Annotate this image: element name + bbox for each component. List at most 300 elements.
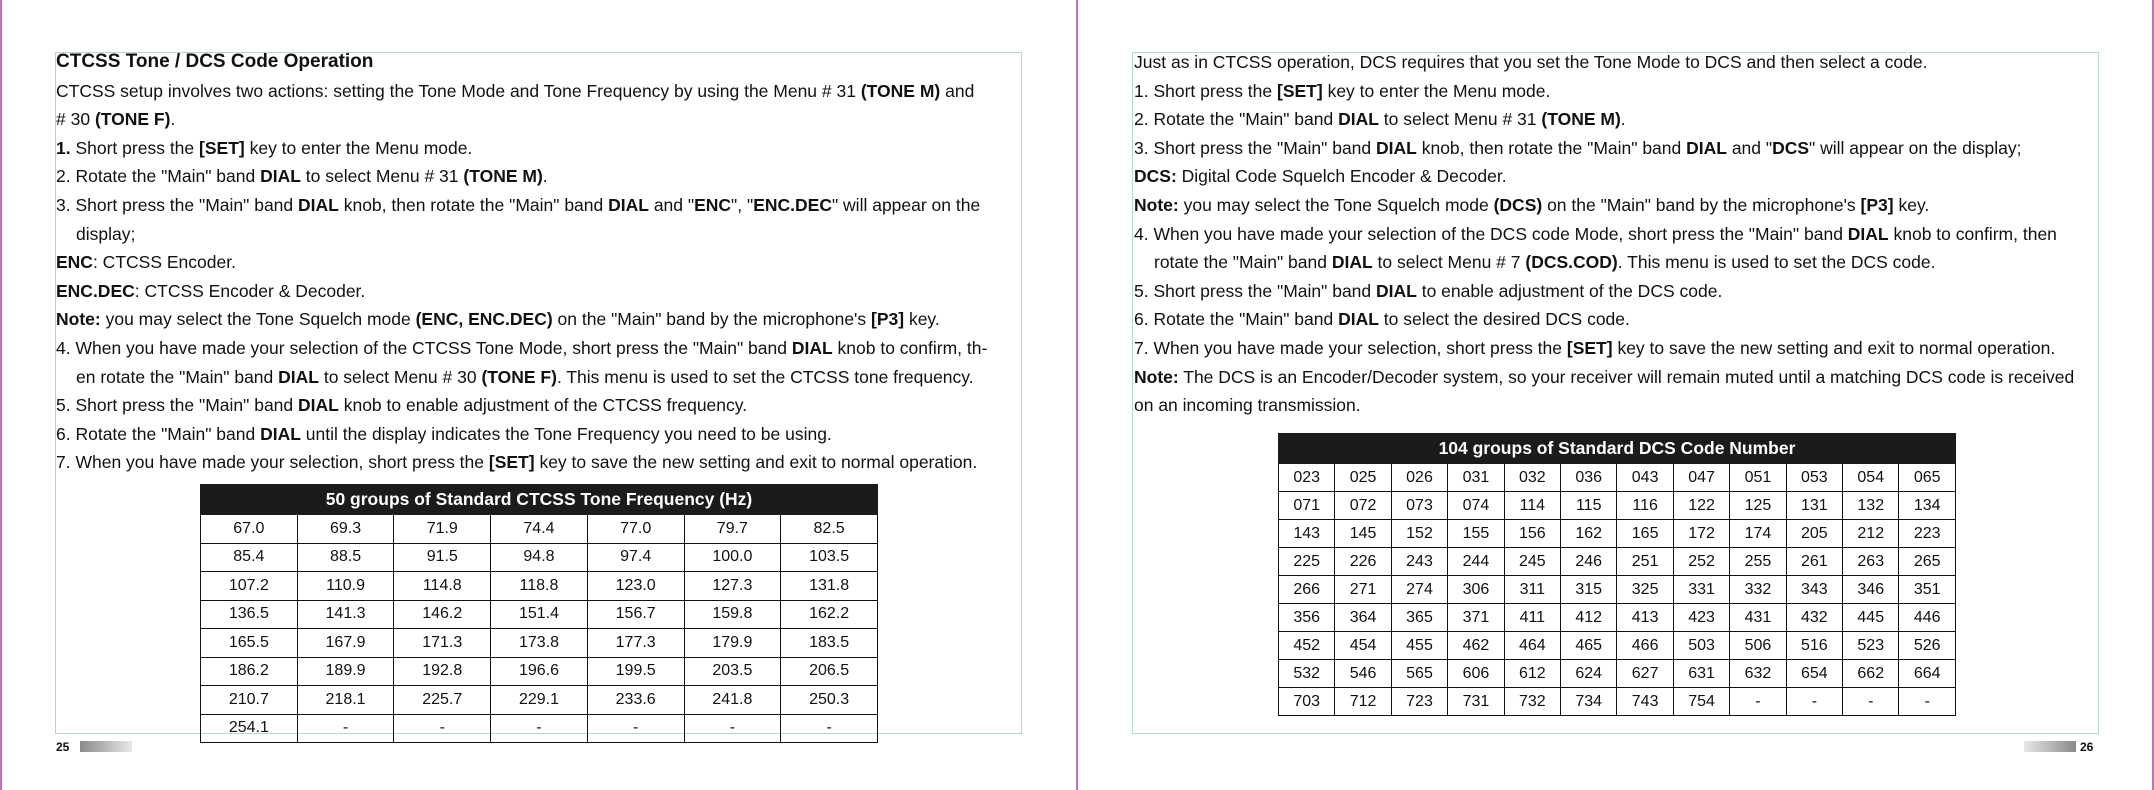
table-cell: 516	[1786, 632, 1842, 660]
table-cell: 156.7	[587, 600, 684, 629]
menu-ref: (DCS.COD)	[1525, 252, 1618, 273]
table-row	[201, 629, 878, 658]
step-text: key to enter the Menu mode.	[244, 137, 473, 158]
dial-ref: DIAL	[1376, 280, 1417, 301]
table-cell: 145	[1335, 520, 1391, 548]
key-ref: [SET]	[1566, 337, 1613, 358]
table-cell: 365	[1391, 604, 1447, 632]
table-cell: 506	[1730, 632, 1786, 660]
step-text: 3. Short press the "Main" band	[1134, 137, 1377, 158]
table-cell: 412	[1561, 604, 1617, 632]
table-row	[201, 686, 878, 715]
table-row	[201, 543, 878, 572]
step-5	[56, 391, 1022, 420]
table-cell: 662	[1843, 660, 1899, 688]
table-cell: 79.7	[684, 515, 781, 544]
table-row	[201, 515, 878, 544]
table-cell: 503	[1673, 632, 1729, 660]
step-text: .	[542, 166, 548, 187]
table-cell: 565	[1391, 660, 1447, 688]
ctcss-frequency-table	[200, 484, 878, 743]
table-cell: 241.8	[684, 686, 781, 715]
step-text: knob, then rotate the "Main" band	[338, 194, 609, 215]
table-row	[201, 572, 878, 601]
table-cell: 445	[1843, 604, 1899, 632]
step-3-continued	[56, 220, 1022, 249]
encdec-definition	[56, 277, 1022, 306]
table-cell: 107.2	[201, 572, 298, 601]
note	[56, 305, 1022, 334]
table-cell: 132	[1843, 492, 1899, 520]
table-cell: 271	[1335, 576, 1391, 604]
step-text: 2. Rotate the "Main" band	[56, 166, 261, 187]
table-cell: 172	[1673, 520, 1729, 548]
table-cell: 265	[1899, 548, 1956, 576]
table-cell: 266	[1279, 576, 1335, 604]
dial-ref: DIAL	[298, 194, 339, 215]
table-row	[201, 600, 878, 629]
table-cell: 245	[1504, 548, 1560, 576]
table-cell: 192.8	[394, 657, 491, 686]
table-cell: 229.1	[491, 686, 588, 715]
enc-definition	[56, 248, 1022, 277]
definition-label: ENC.DEC	[56, 280, 135, 301]
step-text: 4. When you have made your selection of the CTCSS Tone Mode, short press the "Main" band	[56, 337, 792, 358]
key-ref: [SET]	[488, 452, 535, 473]
table-cell: 723	[1391, 688, 1447, 716]
table-cell: 734	[1561, 688, 1617, 716]
table-row	[1279, 464, 1956, 492]
step-text: key to save the new setting and exit to normal operation.	[1612, 337, 2056, 358]
table-cell: 465	[1561, 632, 1617, 660]
table-cell: 115	[1561, 492, 1617, 520]
step-text: until the display indicates the Tone Frequency you need to be using.	[300, 423, 832, 444]
note-text: key.	[904, 309, 940, 330]
table-cell: 023	[1279, 464, 1335, 492]
table-cell: 274	[1391, 576, 1447, 604]
table-cell: 152	[1391, 520, 1447, 548]
table-cell: 431	[1730, 604, 1786, 632]
intro-line-2	[56, 105, 1022, 134]
intro-text: .	[170, 109, 176, 130]
table-cell: -	[1730, 688, 1786, 716]
page-footer-bar-left	[80, 741, 132, 752]
mode-ref: DCS	[1772, 137, 1810, 158]
step-text: 5. Short press the "Main" band	[56, 395, 299, 416]
table-cell: 462	[1448, 632, 1504, 660]
mode-ref: ENC.DEC	[753, 194, 832, 215]
step-1	[56, 134, 1022, 163]
table-cell: 356	[1279, 604, 1335, 632]
dial-ref: DIAL	[260, 423, 301, 444]
dial-ref: DIAL	[791, 337, 833, 358]
step-3	[56, 191, 1022, 220]
table-cell: 186.2	[201, 657, 298, 686]
table-cell: 116	[1617, 492, 1673, 520]
step-text: 3. Short press the "Main" band	[56, 194, 299, 215]
table-cell: 624	[1561, 660, 1617, 688]
table-cell: 432	[1786, 604, 1842, 632]
table-cell: 233.6	[587, 686, 684, 715]
table-cell: 526	[1899, 632, 1956, 660]
table-cell: 225.7	[394, 686, 491, 715]
table-cell: 743	[1617, 688, 1673, 716]
table-cell: 065	[1899, 464, 1956, 492]
step-text: en rotate the "Main" band	[76, 366, 279, 387]
table-cell: 88.5	[297, 543, 394, 572]
page-number-right: 26	[2080, 740, 2094, 754]
table-cell: 127.3	[684, 572, 781, 601]
note-2	[1134, 363, 2104, 392]
table-cell: 165.5	[201, 629, 298, 658]
note-text: on the "Main" band by the microphone's	[552, 309, 872, 330]
table-cell: 146.2	[394, 600, 491, 629]
table-cell: 131.8	[781, 572, 878, 601]
note	[1134, 191, 2104, 220]
table-cell: 71.9	[394, 515, 491, 544]
key-ref: [P3]	[1860, 194, 1894, 215]
table-cell: 464	[1504, 632, 1560, 660]
table-cell: 143	[1279, 520, 1335, 548]
dial-ref: DIAL	[1331, 252, 1373, 273]
table-row	[1279, 492, 1956, 520]
table-cell: 351	[1899, 576, 1956, 604]
table-cell: 306	[1448, 576, 1504, 604]
table-row	[201, 657, 878, 686]
dial-ref: DIAL	[260, 166, 301, 187]
table-cell: 103.5	[781, 543, 878, 572]
table-cell: 043	[1617, 464, 1673, 492]
table-cell: 114.8	[394, 572, 491, 601]
table-cell: -	[394, 714, 491, 743]
table-row	[1279, 520, 1956, 548]
table-row	[1279, 660, 1956, 688]
table-row	[1279, 576, 1956, 604]
table-cell: 67.0	[201, 515, 298, 544]
note-text: on the "Main" band by the microphone's	[1542, 194, 1861, 215]
table-cell: 250.3	[781, 686, 878, 715]
step-4	[56, 334, 1022, 363]
dial-ref: DIAL	[298, 395, 339, 416]
book-spine	[1076, 0, 1078, 790]
dcs-table-title: 104 groups of Standard DCS Code Number	[1279, 434, 1956, 464]
table-cell: 254.1	[201, 714, 298, 743]
table-cell: 210.7	[201, 686, 298, 715]
step-text: knob to confirm, then	[1888, 223, 2057, 244]
step-text: " will appear on the display;	[1809, 137, 2022, 158]
table-cell: 77.0	[587, 515, 684, 544]
page-edge-left	[0, 0, 2, 790]
key-ref: [SET]	[1277, 80, 1323, 101]
table-cell: 226	[1335, 548, 1391, 576]
table-cell: 225	[1279, 548, 1335, 576]
table-cell: 255	[1730, 548, 1786, 576]
table-cell: 162.2	[781, 600, 878, 629]
dcs-intro	[1134, 48, 2104, 77]
dial-ref: DIAL	[1338, 309, 1379, 330]
table-cell: 243	[1391, 548, 1447, 576]
table-cell: 031	[1448, 464, 1504, 492]
table-cell: 251	[1617, 548, 1673, 576]
step-text: " will appear on the	[831, 194, 981, 215]
table-cell: 162	[1561, 520, 1617, 548]
table-cell: 183.5	[781, 629, 878, 658]
step-text: and "	[648, 194, 695, 215]
intro-text: Just as in CTCSS operation, DCS requires that you set the Tone Mode to DCS and then select a code.	[1134, 52, 1928, 72]
table-cell: 203.5	[684, 657, 781, 686]
table-cell: 466	[1617, 632, 1673, 660]
table-cell: 343	[1786, 576, 1842, 604]
table-cell: 69.3	[297, 515, 394, 544]
note-2-continued	[1134, 391, 2104, 420]
table-cell: 612	[1504, 660, 1560, 688]
table-cell: 223	[1899, 520, 1956, 548]
step-number: 1.	[56, 137, 71, 158]
table-cell: -	[297, 714, 394, 743]
table-cell: 332	[1730, 576, 1786, 604]
dial-ref: DIAL	[1686, 137, 1727, 158]
step-text: key to enter the Menu mode.	[1322, 80, 1551, 101]
menu-ref: (TONE M)	[860, 80, 941, 101]
dial-ref: DIAL	[1847, 223, 1889, 244]
step-text: key to save the new setting and exit to normal operation.	[534, 452, 978, 473]
table-row	[1279, 688, 1956, 716]
table-cell: 263	[1843, 548, 1899, 576]
step-text: . This menu is used to set the CTCSS tone frequency.	[556, 366, 974, 387]
dial-ref: DIAL	[1376, 137, 1417, 158]
note-label: Note:	[1134, 194, 1179, 215]
step-text: 7. When you have made your selection, short press the	[56, 452, 489, 473]
step-6	[56, 420, 1022, 449]
table-cell: 712	[1335, 688, 1391, 716]
step-text: to select Menu # 7	[1372, 252, 1526, 273]
section-heading: CTCSS Tone / DCS Code Operation	[56, 51, 374, 72]
step-4	[1134, 220, 2104, 249]
step-text: and "	[1726, 137, 1773, 158]
table-cell: -	[1843, 688, 1899, 716]
step-text: 6. Rotate the "Main" band	[1134, 309, 1339, 330]
note-label: Note:	[56, 309, 101, 330]
table-cell: 532	[1279, 660, 1335, 688]
table-cell: 156	[1504, 520, 1560, 548]
table-cell: 051	[1730, 464, 1786, 492]
step-7	[1134, 334, 2104, 363]
menu-ref: (TONE M)	[1541, 109, 1621, 130]
table-cell: 315	[1561, 576, 1617, 604]
step-5	[1134, 277, 2104, 306]
table-cell: 100.0	[684, 543, 781, 572]
table-cell: 97.4	[587, 543, 684, 572]
table-cell: 053	[1786, 464, 1842, 492]
table-row	[1279, 604, 1956, 632]
table-cell: 110.9	[297, 572, 394, 601]
intro-text: and	[940, 80, 975, 101]
table-cell: 94.8	[491, 543, 588, 572]
step-text: 4. When you have made your selection of the DCS code Mode, short press the "Main" band	[1134, 223, 1848, 244]
table-cell: 151.4	[491, 600, 588, 629]
step-text: 2. Rotate the "Main" band	[1134, 109, 1339, 130]
table-cell: 179.9	[684, 629, 781, 658]
table-cell: 82.5	[781, 515, 878, 544]
step-text: ", "	[731, 194, 754, 215]
intro-text: CTCSS setup involves two actions: setting the Tone Mode and Tone Frequency by using the Menu # 31	[56, 80, 861, 101]
table-cell: 703	[1279, 688, 1335, 716]
step-1	[1134, 77, 2104, 106]
table-cell: 627	[1617, 660, 1673, 688]
table-cell: 411	[1504, 604, 1560, 632]
step-4-continued	[1134, 248, 2104, 277]
step-6	[1134, 305, 2104, 334]
table-cell: 546	[1335, 660, 1391, 688]
mode-ref: (ENC, ENC.DEC)	[415, 309, 553, 330]
table-cell: 261	[1786, 548, 1842, 576]
table-cell: 331	[1673, 576, 1729, 604]
table-cell: 205	[1786, 520, 1842, 548]
table-cell: 199.5	[587, 657, 684, 686]
table-cell: -	[491, 714, 588, 743]
step-text: to select the desired DCS code.	[1378, 309, 1630, 330]
table-cell: -	[1786, 688, 1842, 716]
step-text: knob to enable adjustment of the CTCSS frequency.	[338, 395, 748, 416]
step-text: .	[1620, 109, 1626, 130]
note-text: you may select the Tone Squelch mode	[1178, 194, 1494, 215]
table-cell: 252	[1673, 548, 1729, 576]
definition-text: Digital Code Squelch Encoder & Decoder.	[1176, 166, 1507, 187]
table-cell: 311	[1504, 576, 1560, 604]
menu-ref: (TONE F)	[94, 109, 171, 130]
table-cell: 452	[1279, 632, 1335, 660]
dial-ref: DIAL	[278, 366, 319, 387]
table-cell: -	[684, 714, 781, 743]
table-cell: 731	[1448, 688, 1504, 716]
table-cell: 189.9	[297, 657, 394, 686]
table-cell: 206.5	[781, 657, 878, 686]
page-footer-bar-right	[2024, 741, 2076, 752]
step-2	[56, 162, 1022, 191]
step-text: rotate the "Main" band	[1154, 252, 1332, 273]
note-text: you may select the Tone Squelch mode	[100, 309, 416, 330]
step-text: display;	[76, 223, 136, 244]
table-cell: 523	[1843, 632, 1899, 660]
table-cell: 174	[1730, 520, 1786, 548]
intro-text: # 30	[56, 109, 95, 130]
table-cell: 122	[1673, 492, 1729, 520]
table-cell: 754	[1673, 688, 1729, 716]
table-cell: 114	[1504, 492, 1560, 520]
table-cell: 123.0	[587, 572, 684, 601]
definition-label: DCS:	[1134, 166, 1177, 187]
table-row	[1279, 548, 1956, 576]
menu-ref: (TONE F)	[481, 366, 557, 387]
table-cell: -	[1899, 688, 1956, 716]
left-page-text	[56, 48, 1022, 477]
table-cell: 074	[1448, 492, 1504, 520]
table-cell: -	[781, 714, 878, 743]
table-cell: 218.1	[297, 686, 394, 715]
table-cell: 032	[1504, 464, 1560, 492]
table-cell: 125	[1730, 492, 1786, 520]
note-label: Note:	[1134, 366, 1179, 387]
right-page-text	[1134, 48, 2104, 420]
table-cell: 118.8	[491, 572, 588, 601]
table-cell: 346	[1843, 576, 1899, 604]
step-text: 1. Short press the	[1134, 80, 1277, 101]
intro-line-1	[56, 77, 1022, 106]
step-text: knob to confirm, th-	[832, 337, 988, 358]
mode-ref: (DCS)	[1493, 194, 1543, 215]
dial-ref: DIAL	[1338, 109, 1379, 130]
table-cell: 177.3	[587, 629, 684, 658]
table-cell: 136.5	[201, 600, 298, 629]
table-cell: 413	[1617, 604, 1673, 632]
table-cell: 423	[1673, 604, 1729, 632]
table-cell: 054	[1843, 464, 1899, 492]
step-text: to select Menu # 30	[318, 366, 482, 387]
table-cell: 072	[1335, 492, 1391, 520]
dial-ref: DIAL	[608, 194, 649, 215]
note-text: on an incoming transmission.	[1134, 395, 1361, 416]
dcs-code-table	[1278, 433, 1956, 716]
page-number-left: 25	[56, 740, 70, 754]
note-text: The DCS is an Encoder/Decoder system, so your receiver will remain muted until a matching DCS code is received	[1178, 366, 2075, 387]
table-cell: 036	[1561, 464, 1617, 492]
table-cell: 134	[1899, 492, 1956, 520]
table-cell: 371	[1448, 604, 1504, 632]
table-cell: 364	[1335, 604, 1391, 632]
definition-text: : CTCSS Encoder.	[92, 252, 236, 273]
table-cell: 196.6	[491, 657, 588, 686]
table-cell: 212	[1843, 520, 1899, 548]
table-cell: 141.3	[297, 600, 394, 629]
table-cell: 606	[1448, 660, 1504, 688]
table-cell: 047	[1673, 464, 1729, 492]
table-cell: 073	[1391, 492, 1447, 520]
ctcss-table-title: 50 groups of Standard CTCSS Tone Frequency (Hz)	[201, 485, 878, 515]
table-cell: 244	[1448, 548, 1504, 576]
step-text: to enable adjustment of the DCS code.	[1416, 280, 1723, 301]
step-text: to select Menu # 31	[300, 166, 464, 187]
table-row	[201, 714, 878, 743]
table-cell: 159.8	[684, 600, 781, 629]
step-text: . This menu is used to set the DCS code.	[1617, 252, 1936, 273]
table-cell: 446	[1899, 604, 1956, 632]
step-text: 6. Rotate the "Main" band	[56, 423, 261, 444]
step-text: knob, then rotate the "Main" band	[1416, 137, 1687, 158]
step-4-continued	[56, 363, 1022, 392]
table-cell: 632	[1730, 660, 1786, 688]
note-text: key.	[1893, 194, 1930, 215]
step-2	[1134, 105, 2104, 134]
step-text: Short press the	[70, 137, 200, 158]
table-cell: 246	[1561, 548, 1617, 576]
table-cell: 026	[1391, 464, 1447, 492]
step-3	[1134, 134, 2104, 163]
dcs-table-body	[1279, 464, 1956, 716]
table-row	[1279, 632, 1956, 660]
table-cell: 325	[1617, 576, 1673, 604]
key-ref: [SET]	[199, 137, 245, 158]
dcs-definition	[1134, 162, 2104, 191]
table-cell: 454	[1335, 632, 1391, 660]
table-cell: 664	[1899, 660, 1956, 688]
table-cell: 455	[1391, 632, 1447, 660]
table-cell: 74.4	[491, 515, 588, 544]
table-cell: 631	[1673, 660, 1729, 688]
table-cell: 071	[1279, 492, 1335, 520]
step-text: to select Menu # 31	[1378, 109, 1542, 130]
definition-text: : CTCSS Encoder & Decoder.	[134, 280, 366, 301]
table-cell: 167.9	[297, 629, 394, 658]
